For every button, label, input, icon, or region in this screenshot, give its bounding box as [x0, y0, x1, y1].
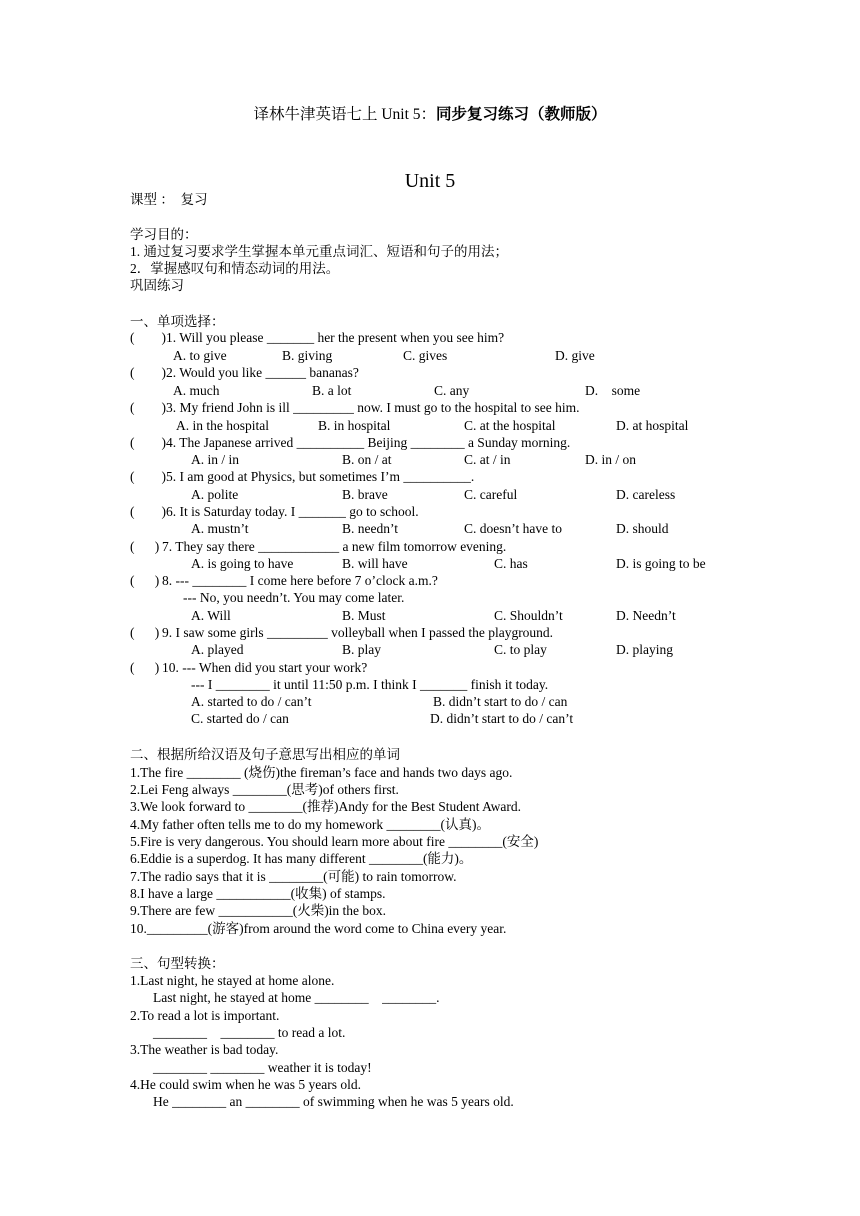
section1-heading: 一、单项选择： [130, 314, 225, 329]
lesson-type: 课型 ： 复习 [130, 192, 208, 207]
q6-option-c: C. doesn’t have to [464, 521, 562, 536]
q6-paren: ( ) [130, 504, 166, 519]
q10-option-a: A. started to do / can’t [191, 694, 312, 709]
q7-stem: 7. They say there ____________ a new film tomorrow evening. [162, 539, 507, 554]
q8-option-b: B. Must [342, 608, 386, 623]
section2-item-3: 3.We look forward to ________(推荐)Andy for the Best Student Award. [130, 799, 521, 814]
section3-item-3-question: 3.The weather is bad today. [130, 1042, 279, 1057]
q9-option-d: D. playing [616, 642, 673, 657]
q9-option-a: A. played [191, 642, 244, 657]
q5-option-d: D. careless [616, 487, 676, 502]
unit-heading: Unit 5 [404, 170, 456, 192]
q8-paren: ( ) [130, 573, 160, 588]
goal-heading: 学习目的： [130, 227, 198, 242]
section2-item-7: 7.The radio says that it is ________(可能) to rain tomorrow. [130, 869, 457, 884]
goal-2: 2．掌握感叹句和情态动词的用法。 [130, 261, 340, 276]
section3-item-2-question: 2.To read a lot is important. [130, 1008, 280, 1023]
q6-option-d: D. should [616, 521, 669, 536]
section2-item-10: 10._________(游客)from around the word come to China every year. [130, 921, 507, 936]
q6-option-b: B. needn’t [342, 521, 398, 536]
q1-option-b: B. giving [282, 348, 333, 363]
q7-paren: ( ) [130, 539, 160, 554]
q4-option-b: B. on / at [342, 452, 392, 467]
section2-item-5: 5.Fire is very dangerous. You should learn more about fire ________(安全) [130, 834, 539, 849]
q10-stem: 10. --- When did you start your work? [162, 660, 368, 675]
q10-option-b: B. didn’t start to do / can [433, 694, 568, 709]
q1-option-a: A. to give [173, 348, 227, 363]
q9-stem: 9. I saw some girls _________ volleyball when I passed the playground. [162, 625, 554, 640]
section3-heading: 三、句型转换： [130, 956, 225, 971]
q3-option-b: B. in hospital [318, 418, 391, 433]
q3-stem: 3. My friend John is ill _________ now. I must go to the hospital to see him. [166, 400, 580, 415]
q4-paren: ( ) [130, 435, 166, 450]
q8-option-a: A. Will [191, 608, 231, 623]
title-bold: 同步复习练习（教师版） [436, 106, 607, 123]
q6-option-a: A. mustn’t [191, 521, 249, 536]
q3-option-a: A. in the hospital [176, 418, 269, 433]
section2-item-8: 8.I have a large ___________(收集) of stamps. [130, 886, 386, 901]
section2-item-1: 1.The fire ________ (烧伤)the fireman’s face and hands two days ago. [130, 765, 513, 780]
q2-option-b: B. a lot [312, 383, 352, 398]
section3-item-4-answer: He ________ an ________ of swimming when he was 5 years old. [153, 1094, 514, 1109]
q2-option-d: D. some [585, 383, 641, 398]
q3-option-d: D. at hospital [616, 418, 689, 433]
q4-option-a: A. in / in [191, 452, 240, 467]
q8-option-d: D. Needn’t [616, 608, 676, 623]
q7-option-a: A. is going to have [191, 556, 294, 571]
q8-option-c: C. Shouldn’t [494, 608, 563, 623]
q2-paren: ( ) [130, 365, 166, 380]
section3-item-3-answer: ________ ________ weather it is today! [153, 1060, 372, 1075]
q5-stem: 5. I am good at Physics, but sometimes I’m __________. [166, 469, 475, 484]
q2-option-a: A. much [173, 383, 220, 398]
section3-item-4-question: 4.He could swim when he was 5 years old. [130, 1077, 361, 1092]
q9-option-b: B. play [342, 642, 381, 657]
q2-option-c: C. any [434, 383, 470, 398]
q7-option-b: B. will have [342, 556, 408, 571]
q10-option-c: C. started do / can [191, 711, 289, 726]
q5-option-b: B. brave [342, 487, 388, 502]
section2-item-2: 2.Lei Feng always ________(思考)of others first. [130, 782, 399, 797]
section3-item-1-question: 1.Last night, he stayed at home alone. [130, 973, 335, 988]
q8-stem: 8. --- ________ I come here before 7 o’clock a.m.? [162, 573, 438, 588]
section3-item-1-answer: Last night, he stayed at home ________ ________. [153, 990, 440, 1005]
q6-stem: 6. It is Saturday today. I _______ go to school. [166, 504, 419, 519]
q10-option-d: D. didn’t start to do / can’t [430, 711, 574, 726]
document-title [0, 102, 860, 124]
q9-option-c: C. to play [494, 642, 547, 657]
q5-option-a: A. polite [191, 487, 239, 502]
q8-stem-2: --- No, you needn’t. You may come later. [183, 590, 405, 605]
section2-heading: 二、根据所给汉语及句子意思写出相应的单词 [130, 747, 400, 762]
section2-item-6: 6.Eddie is a superdog. It has many different ________(能力)。 [130, 851, 473, 866]
q1-stem: 1. Will you please _______ her the present when you see him? [166, 330, 505, 345]
q7-option-d: D. is going to be [616, 556, 706, 571]
section2-item-4: 4.My father often tells me to do my homework ________(认真)。 [130, 817, 490, 832]
q2-stem: 2. Would you like ______ bananas? [166, 365, 359, 380]
q3-paren: ( ) [130, 400, 166, 415]
q9-paren: ( ) [130, 625, 160, 640]
section3-item-2-answer: ________ ________ to read a lot. [153, 1025, 346, 1040]
q4-stem: 4. The Japanese arrived __________ Beijing ________ a Sunday morning. [166, 435, 571, 450]
q5-paren: ( ) [130, 469, 166, 484]
q3-option-c: C. at the hospital [464, 418, 556, 433]
practice-heading: 巩固练习 [130, 278, 184, 293]
q5-option-c: C. careful [464, 487, 518, 502]
q7-option-c: C. has [494, 556, 528, 571]
q10-paren: ( ) [130, 660, 160, 675]
q4-option-c: C. at / in [464, 452, 511, 467]
q1-option-d: D. give [555, 348, 595, 363]
q10-stem-2: --- I ________ it until 11:50 p.m. I think I _______ finish it today. [191, 677, 549, 692]
title-prefix: 译林牛津英语七上 Unit 5： [253, 106, 437, 123]
q1-paren: ( ) [130, 330, 166, 345]
goal-1: 1. 通过复习要求学生掌握本单元重点词汇、短语和句子的用法； [130, 244, 508, 259]
q1-option-c: C. gives [403, 348, 448, 363]
section2-item-9: 9.There are few ___________(火柴)in the box. [130, 903, 387, 918]
q4-option-d: D. in / on [585, 452, 637, 467]
